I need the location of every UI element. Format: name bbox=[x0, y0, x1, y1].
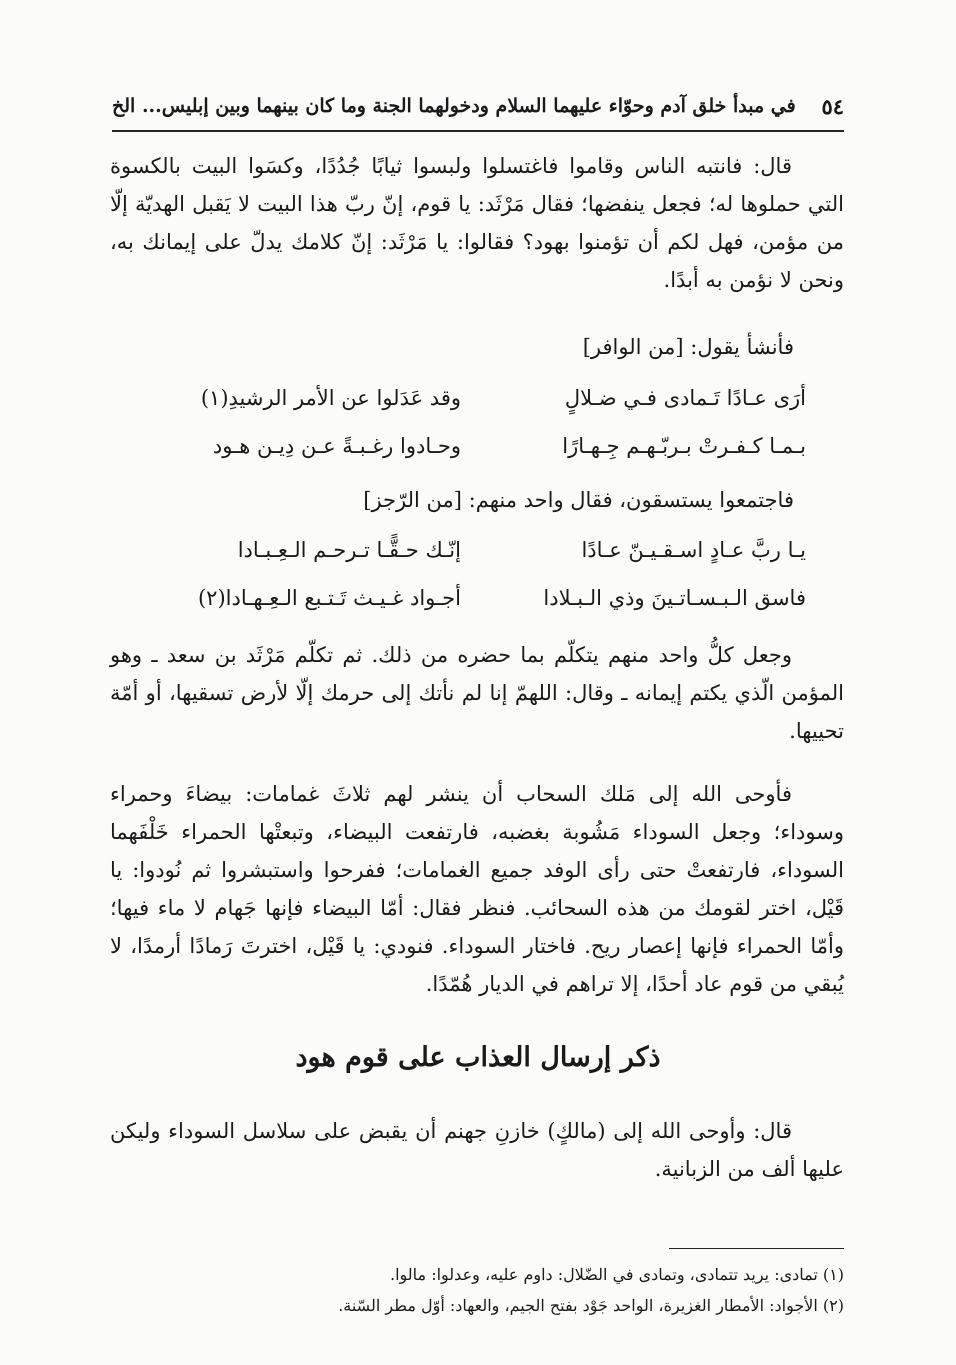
running-title: في مبدأ خلق آدم وحوّاء عليهما السلام ودخولهما الجنة وما كان بينهما وبين إبليس... الخ bbox=[112, 95, 796, 117]
hemistich: وحـادوا رغـبـةً عـن دِيـن هـود bbox=[212, 434, 461, 458]
running-header bbox=[112, 86, 844, 126]
paragraph-4-block bbox=[110, 1112, 844, 1188]
page-number: ٥٤ bbox=[821, 93, 844, 119]
paragraph-2-block bbox=[110, 636, 844, 750]
hemistich: فاسق الـبـسـاتـينَ وذي الـبـلادا bbox=[543, 586, 806, 610]
hemistich: أجـواد غـيـث تَـتـبع الـعِـهـادا(٢) bbox=[197, 586, 461, 610]
footnote-1: (١) تمادى: يريد تتمادى، وتمادى في الضّلال: داوم عليه، وعدلوا: مالوا. bbox=[390, 1265, 844, 1284]
section-title: ذكر إرسال العذاب على قوم هود bbox=[295, 1042, 661, 1073]
poem-2-line-1 bbox=[140, 532, 806, 580]
poem-2-intro: فاجتمعوا يستسقون، فقال واحد منهم: [من الرّجز] bbox=[363, 488, 794, 512]
poem-2-line-2 bbox=[140, 580, 806, 628]
footnote-2: (٢) الأجواد: الأمطار الغزيرة، الواحد جَوْد بفتح الجيم، والعهاد: أوّل مطر السّنة. bbox=[338, 1296, 844, 1315]
poem-1-intro: فأنشأ يقول: [من الوافر] bbox=[582, 335, 794, 359]
paragraph-1: قال: فانتبه الناس وقاموا فاغتسلوا ولبسوا ثيابًا جُدُدًا، وكسَوا البيت بالكسوة التي حملوها له؛ فجعل ينفضها؛ فقال مَرْثَد: يا قوم، إنّ ربّ هذا البيت لا يَقبل الهديّة إلّا من مؤمن، فهل لكم أن تؤمنوا بهود؟ فقالوا: يا مَرْثَد: إنّ كلامك يدلّ على إيمانك به، ونحن لا نؤمن به أبدًا. bbox=[110, 154, 844, 292]
footnote-rule bbox=[669, 1248, 844, 1249]
paragraph-2: وجعل كلُّ واحد منهم يتكلّم بما حضره من ذلك. ثم تكلّم مَرْثَد بن سعد ـ وهو المؤمن الّذي يكتم إيمانه ـ وقال: اللهمّ إنا لم نأتك إلى حرمك إلّا لأرض تسقيها، أو أمّة تحييها. bbox=[110, 643, 844, 743]
paragraph-3: فأوحى الله إلى مَلك السحاب أن ينشر لهم ثلاثَ غمامات: بيضاءَ وحمراء وسوداء؛ وجعل السوداء مَشُوبة بغضبه، فارتفعت البيضاء، وتبعتْها الحمراء خَلْفَهما السوداء، فارتفعتْ حتى رأى الوفد جميع الغمامات؛ ففرحوا واستبشروا ثم نُودوا: يا قَيْل، اختر لقومك من هذه السحائب. فنظر فقال: أمّا البيضاء فإنها جَهام لا ماء فيها؛ وأمّا الحمراء فإنها إعصار ريح. فاختار السوداء. فنودي: يا قَيْل، اخترتَ رَمادًا أرمدًا، لا يُبقي من قوم عاد أحدًا، إلا تراهم في الديار هُمّدًا. bbox=[110, 782, 844, 996]
paragraph-4: قال: وأوحى الله إلى (مالكٍ) خازنِ جهنم أن يقبض على سلاسل السوداء وليكن عليها ألف من الزبانية. bbox=[110, 1119, 844, 1181]
paragraph-1-block bbox=[110, 147, 844, 299]
hemistich: بـمـا كـفـرتْ بـربّـهـم جِـهـارًا bbox=[562, 434, 806, 458]
hemistich: إنّـك حـقًّـا تـرحـم الـعِـبـادا bbox=[237, 538, 461, 562]
header-rule bbox=[112, 130, 844, 132]
poem-1-line-1 bbox=[140, 380, 806, 428]
poem-1-line-2 bbox=[140, 428, 806, 476]
hemistich: أرَى عـادًا تَـمادى فـي ضـلالٍ bbox=[564, 386, 806, 410]
hemistich: يـا ربَّ عـادٍ اسـقـيـنّ عـادًا bbox=[581, 538, 806, 562]
hemistich: وقد عَدَلوا عن الأمر الرشيدِ(١) bbox=[200, 386, 461, 410]
paragraph-3-block bbox=[110, 775, 844, 1003]
